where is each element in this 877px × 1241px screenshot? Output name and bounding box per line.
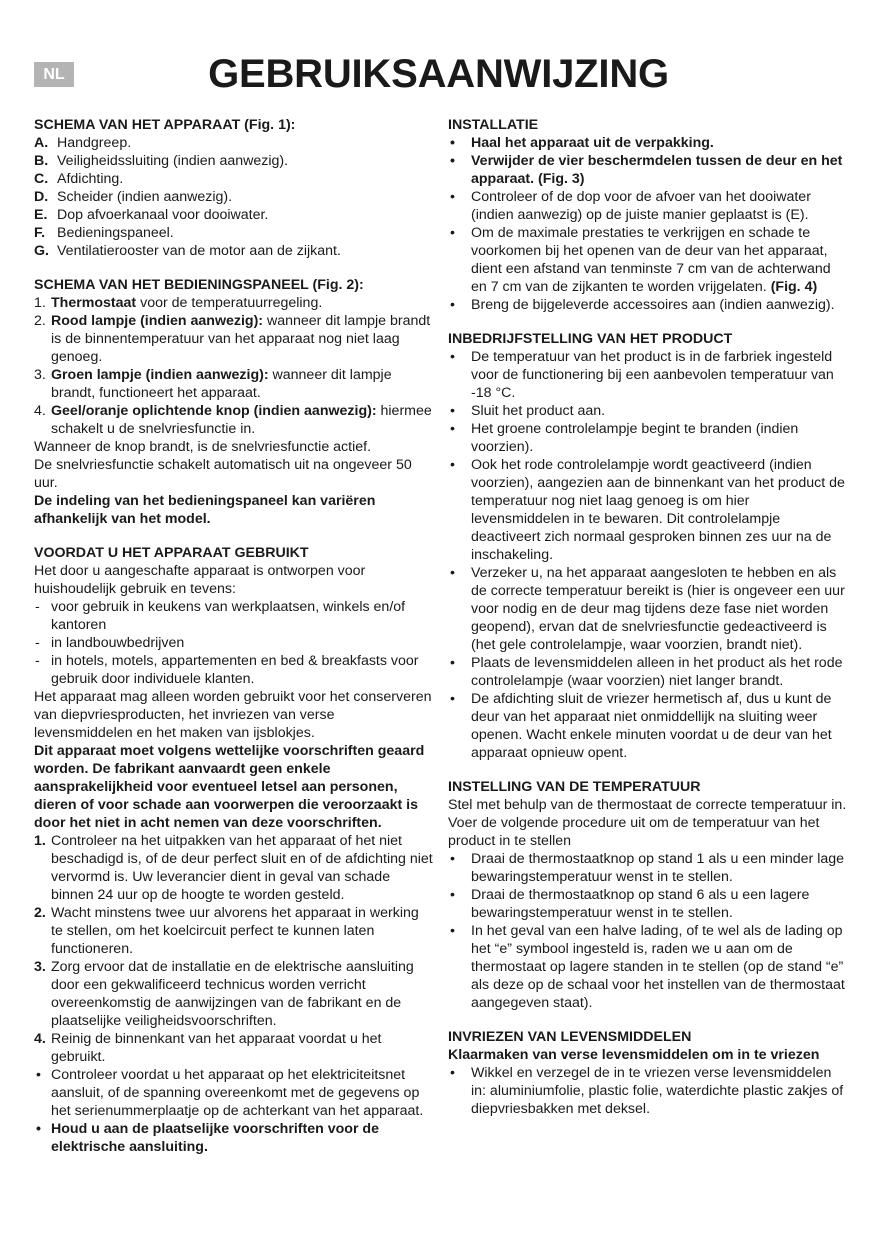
bullet-item: • Controleer of de dop voor de afvoer van het dooiwater (indien aanwezig) op de juiste manier geplaatst is (E).	[448, 188, 848, 224]
figure-ref: (Fig. 4)	[770, 279, 818, 295]
item-letter: E.	[34, 207, 48, 223]
section-heading: SCHEMA VAN HET APPARAAT (Fig. 1):	[34, 117, 296, 133]
item-number: 4.	[34, 1031, 46, 1047]
section-heading: INSTELLING VAN DE TEMPERATUUR	[448, 779, 701, 795]
installation-section	[448, 116, 848, 314]
dash-item: - in landbouwbedrijven	[34, 634, 434, 652]
bold-paragraph: Dit apparaat moet volgens wettelijke voorschriften geaard worden. De fabrikant aanvaardt geen enkele aansprakelijkheid voor eventueel letsel aan personen, dieren of voor schade aan voorwerpen die veroorzaakt is door het niet in acht nemen van deze voorschriften.	[34, 743, 425, 831]
item-number: 3.	[34, 367, 46, 383]
bullet-item: • De afdichting sluit de vriezer hermetisch af, dus u kunt de deur van het apparaat niet onmiddellijk na sluiting weer openen. Wacht enkele minuten voordat u de deur van het apparaat opnieuw opent.	[448, 690, 848, 762]
item-text: Om de maximale prestaties te verkrijgen en schade te voorkomen bij het openen van de deur van het apparaat, dient een afstand van tenminste 7 cm van de achterwand en 7 cm van de zijkanten te worden vrijgelaten.	[471, 225, 831, 295]
list-item	[34, 1030, 434, 1066]
item-text: voor de temperatuurregeling.	[136, 295, 323, 311]
bullet-item: • Verzeker u, na het apparaat aangesloten te hebben en als de correcte temperatuur bereikt is (hier is ongeveer een uur voor nodig en de deur mag tijdens deze fase niet worden geopend), ervan dat de snelvriesfunctie gedeactiveerd is (het gele controlelampje, waar voorzien, brandt niet).	[448, 564, 848, 654]
startup-section	[448, 330, 848, 762]
item-number: 1.	[34, 295, 46, 311]
bullet-item: • De temperatuur van het product is in de farbriek ingesteld voor de functionering bij een aanbevolen temperatuur van -18 °C.	[448, 348, 848, 402]
list-item	[34, 366, 434, 402]
bullet-item: • Ook het rode controlelampje wordt geactiveerd (indien voorzien), aangezien aan de binnenkant van het product de temperatuur nog niet laag genoeg is om hier levensmiddelen in te bewaren. Dit controlelampje deactiveert zich normaal gesproken binnen zes uur na de inschakeling.	[448, 456, 848, 564]
list-item	[34, 242, 434, 260]
section-heading: VOORDAT U HET APPARAAT GEBRUIKT	[34, 545, 309, 561]
section-heading: INVRIEZEN VAN LEVENSMIDDELEN	[448, 1029, 692, 1045]
section-heading: INSTALLATIE	[448, 117, 539, 133]
item-text: Afdichting.	[57, 171, 124, 187]
item-text: wanneer dit lampje brandt, functioneert het apparaat.	[51, 367, 392, 401]
bullet-item	[448, 224, 848, 296]
item-number: 2.	[34, 905, 46, 921]
before-use-section	[34, 544, 434, 1156]
dash-item: - voor gebruik in keukens van werkplaatsen, winkels en/of kantoren	[34, 598, 434, 634]
list-item	[34, 958, 434, 1030]
left-column	[34, 116, 434, 1156]
list-item	[34, 170, 434, 188]
bullet-item: • Verwijder de vier beschermdelen tussen de deur en het apparaat. (Fig. 3)	[448, 152, 848, 188]
bullet-item: • Houd u aan de plaatselijke voorschriften voor de elektrische aansluiting.	[34, 1120, 434, 1156]
control-panel-section	[34, 276, 434, 528]
page-title: GEBRUIKSAANWIJZING	[208, 52, 669, 96]
item-text: Dop afvoerkanaal voor dooiwater.	[57, 207, 269, 223]
item-letter: F.	[34, 225, 46, 241]
bold-paragraph: De indeling van het bedieningspaneel kan variëren afhankelijk van het model.	[34, 493, 376, 527]
item-text: Bedieningspaneel.	[57, 225, 174, 241]
bullet-item: • Breng de bijgeleverde accessoires aan (indien aanwezig).	[448, 296, 848, 314]
item-letter: G.	[34, 243, 49, 259]
bullet-item: • Draai de thermostaatknop op stand 1 als u een minder lage bewaringstemperatuur wenst in te stellen.	[448, 850, 848, 886]
list-item	[34, 188, 434, 206]
list-item	[34, 312, 434, 366]
item-letter: B.	[34, 153, 49, 169]
paragraph: Het apparaat mag alleen worden gebruikt voor het conserveren van diepvriesproducten, het invriezen van verse levensmiddelen en het maken van ijsblokjes.	[34, 689, 432, 741]
list-item	[34, 904, 434, 958]
item-letter: C.	[34, 171, 49, 187]
list-item	[34, 832, 434, 904]
temperature-section	[448, 778, 848, 1012]
item-number: 1.	[34, 833, 46, 849]
language-badge: NL	[34, 62, 74, 87]
paragraph: Het door u aangeschafte apparaat is ontworpen voor huishoudelijk gebruik en tevens:	[34, 563, 366, 597]
paragraph: Stel met behulp van de thermostaat de correcte temperatuur in. Voer de volgende procedure uit om de temperatuur van het product in te stellen	[448, 797, 847, 849]
item-bold: Groen lampje (indien aanwezig):	[51, 367, 269, 383]
bullet-item: • Plaats de levensmiddelen alleen in het product als het rode controlelampje (waar voorzien) niet langer brandt.	[448, 654, 848, 690]
appliance-scheme-section	[34, 116, 434, 260]
item-number: 4.	[34, 403, 46, 419]
item-text: Handgreep.	[57, 135, 132, 151]
bullet-item: • Draai de thermostaatknop op stand 6 als u een lagere bewaringstemperatuur wenst in te stellen.	[448, 886, 848, 922]
dash-item: - in hotels, motels, appartementen en bed & breakfasts voor gebruik door individuele klanten.	[34, 652, 434, 688]
list-item	[34, 294, 434, 312]
freezing-section	[448, 1028, 848, 1118]
paragraph: De snelvriesfunctie schakelt automatisch uit na ongeveer 50 uur.	[34, 457, 412, 491]
item-text: wanneer dit lampje brandt is de binnentemperatuur van het apparaat nog niet laag genoeg.	[51, 313, 431, 365]
paragraph: Wanneer de knop brandt, is de snelvriesfunctie actief.	[34, 439, 372, 455]
list-item	[34, 152, 434, 170]
section-heading: INBEDRIJFSTELLING VAN HET PRODUCT	[448, 331, 733, 347]
item-number: 3.	[34, 959, 46, 975]
item-letter: A.	[34, 135, 49, 151]
bullet-item: • Het groene controlelampje begint te branden (indien voorzien).	[448, 420, 848, 456]
section-heading: SCHEMA VAN HET BEDIENINGSPANEEL (Fig. 2):	[34, 277, 364, 293]
item-text: Scheider (indien aanwezig).	[57, 189, 233, 205]
list-item	[34, 206, 434, 224]
item-text: Zorg ervoor dat de installatie en de elektrische aansluiting door een gekwalificeerd technicus worden verricht overeenkomstig de aanwijzingen van de fabrikant en de plaatselijke veiligheidsvoorschriften.	[51, 959, 414, 1029]
list-item	[34, 224, 434, 242]
item-bold: Rood lampje (indien aanwezig):	[51, 313, 264, 329]
bullet-item: • Sluit het product aan.	[448, 402, 848, 420]
item-text: hiermee schakelt u de snelvriesfunctie in.	[51, 403, 432, 437]
item-bold: Thermostaat	[51, 295, 137, 311]
bullet-item: • Controleer voordat u het apparaat op het elektriciteitsnet aansluit, of de spanning overeenkomt met de gegevens op het serienummerplaatje op de achterkant van het apparaat.	[34, 1066, 434, 1120]
item-text: Veiligheidssluiting (indien aanwezig).	[57, 153, 289, 169]
bullet-item: • Wikkel en verzegel de in te vriezen verse levensmiddelen in: aluminiumfolie, plastic folie, waterdichte plastic zakjes of diepvriesbakken met deksel.	[448, 1064, 848, 1118]
right-column	[448, 116, 848, 1118]
item-text: Wacht minstens twee uur alvorens het apparaat in werking te stellen, om het koelcircuit perfect te kunnen laten functioneren.	[51, 905, 419, 957]
bullet-item: • In het geval van een halve lading, of te wel als de lading op het “e” symbool ingesteld is, raden we u aan om de thermostaat op lagere standen in te stellen (op de stand “e” als deze op de schaal voor het instellen van de thermostaat aangegeven staat).	[448, 922, 848, 1012]
list-item	[34, 402, 434, 438]
section-subheading: Klaarmaken van verse levensmiddelen om in te vriezen	[448, 1047, 820, 1063]
item-text: Reinig de binnenkant van het apparaat voordat u het gebruikt.	[51, 1031, 382, 1065]
item-bold: Geel/oranje oplichtende knop (indien aanwezig):	[51, 403, 377, 419]
item-text: Controleer na het uitpakken van het apparaat of het niet beschadigd is, of de deur perfect sluit en of de afdichting niet vervormd is. Uw leverancier dient in geval van schade binnen 24 uur op de hoogte te worden gesteld.	[51, 833, 433, 903]
item-letter: D.	[34, 189, 49, 205]
list-item	[34, 134, 434, 152]
item-text: Ventilatierooster van de motor aan de zijkant.	[57, 243, 341, 259]
bullet-item: • Haal het apparaat uit de verpakking.	[448, 134, 848, 152]
item-number: 2.	[34, 313, 46, 329]
